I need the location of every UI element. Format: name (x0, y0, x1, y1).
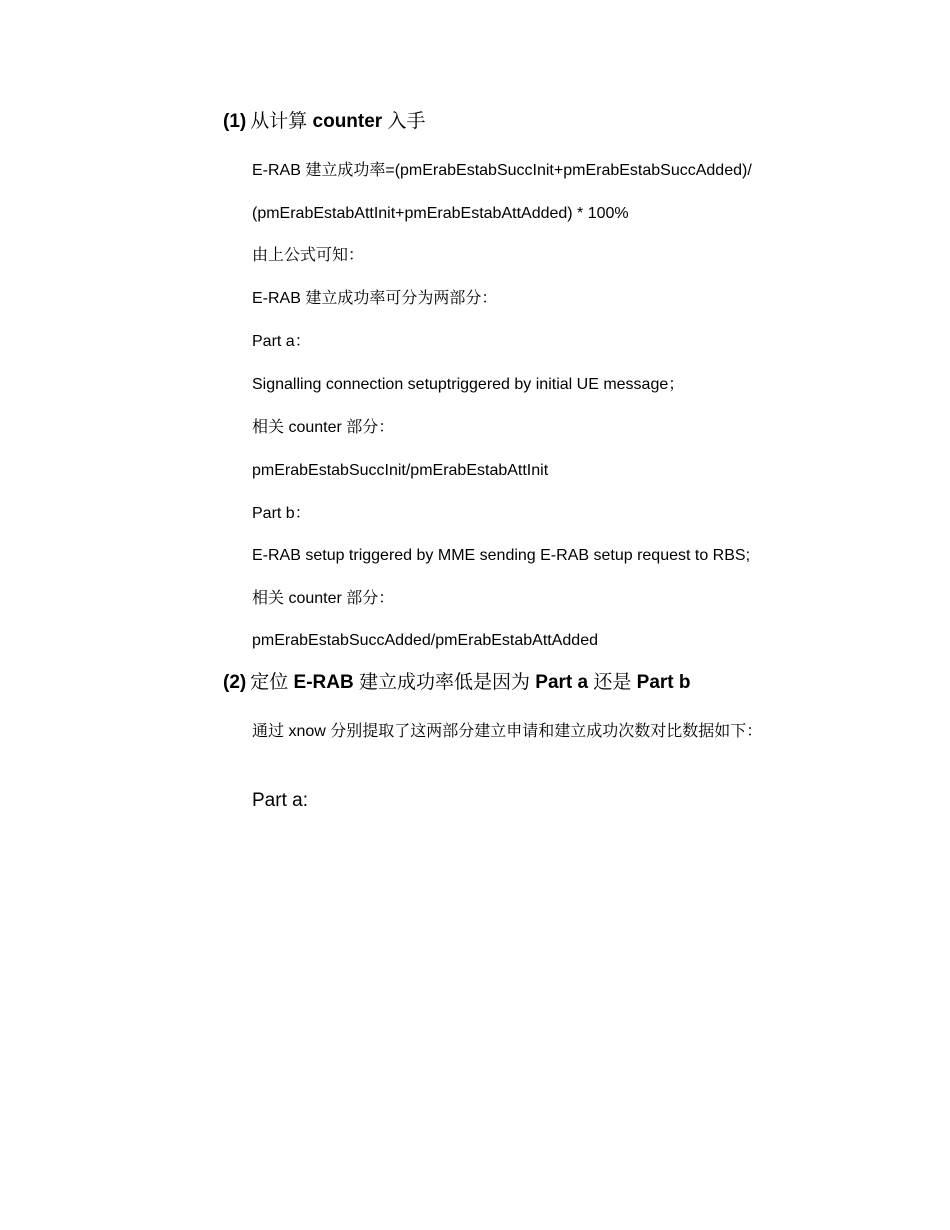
part-a-description: Signalling connection setuptriggered by initial UE message； (252, 376, 685, 393)
formula-line-2: (pmErabEstabAttInit+pmErabEstabAttAdded) * 100% (252, 205, 629, 222)
part-b-description: E-RAB setup triggered by MME sending E-RAB setup request to RBS; (252, 547, 751, 564)
section-1-title-suffix: 入手 (387, 111, 426, 132)
rate-split-intro: E-RAB 建立成功率可分为两部分： (252, 290, 498, 307)
section-1-number: (1) (223, 111, 247, 132)
section-2-title-part-5: 还是 (593, 672, 632, 693)
section-1-heading (223, 109, 426, 135)
part-a-counter-formula: pmErabEstabSuccInit/pmErabEstabAttInit (252, 462, 549, 479)
section-2-title-part-a: Part a (535, 672, 589, 693)
section-2-title-erab: E-RAB (293, 672, 354, 693)
part-a-label: Part a： (252, 333, 311, 350)
section-1-title-bold: counter (312, 111, 383, 132)
section-2-number: (2) (223, 672, 247, 693)
section-2-heading (223, 670, 691, 696)
part-b-counter-label: 相关 counter 部分： (252, 590, 395, 607)
part-a-counter-label: 相关 counter 部分： (252, 419, 395, 436)
formula-line-1: E-RAB 建立成功率=(pmErabEstabSuccInit+pmErabEstabSuccAdded)/ (252, 162, 752, 179)
section-2-title-part-1: 定位 (250, 672, 289, 693)
section-1-title-prefix: 从计算 (250, 111, 308, 132)
section-2-title-part-b: Part b (636, 672, 691, 693)
section-2-title-part-3: 建立成功率低是因为 (358, 672, 530, 693)
part-b-label: Part b： (252, 505, 311, 522)
part-b-counter-formula: pmErabEstabSuccAdded/pmErabEstabAttAdded (252, 632, 598, 649)
formula-note: 由上公式可知： (252, 247, 365, 264)
section-2-body: 通过 xnow 分别提取了这两部分建立申请和建立成功次数对比数据如下： (252, 723, 763, 740)
section-2-part-a-heading: Part a: (252, 790, 308, 811)
